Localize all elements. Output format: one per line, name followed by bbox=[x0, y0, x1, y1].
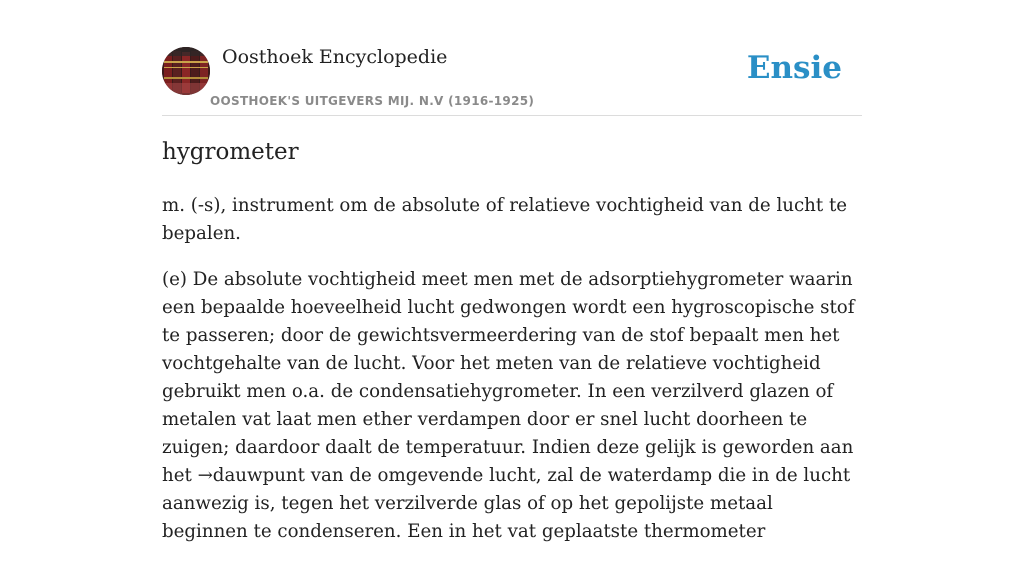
entry-card bbox=[162, 0, 862, 542]
entry-body bbox=[162, 192, 864, 564]
ensie-logo[interactable]: Ensie bbox=[746, 50, 842, 86]
page-title: hygrometer bbox=[162, 139, 299, 165]
explanation-paragraph: (e) De absolute vochtigheid meet men met de adsorptiehygrometer waarin een bepaalde hoeveelheid lucht gedwongen wordt een hygroscopische stof te passeren; door de gewichtsvermeerdering van de stof bepaalt men het vochtgehalte van de lucht. Voor het meten van de relatieve vochtigheid gebruikt men o.a. de condensatiehygrometer. In een verzilverd glazen of metalen vat laat men ether verdampen door er snel lucht doorheen te zuigen; daardoor daalt de temperatuur. Indien deze gelijk is geworden aan het →dauwpunt van de omgevende lucht, zal de waterdamp die in de lucht aanwezig is, tegen het verzilverde glas of op het gepolijste metaal beginnen te condenseren. Een in het vat geplaatste thermometer bbox=[162, 269, 855, 542]
source-title[interactable]: Oosthoek Encyclopedie bbox=[222, 46, 448, 68]
book-spines-icon[interactable] bbox=[162, 47, 210, 95]
source-subtitle: OOSTHOEK'S UITGEVERS MIJ. N.V (1916-1925) bbox=[210, 94, 535, 108]
definition-paragraph: m. (-s), instrument om de absolute of relatieve vochtigheid van de lucht te bepalen. bbox=[162, 195, 848, 244]
source-header bbox=[162, 0, 862, 116]
